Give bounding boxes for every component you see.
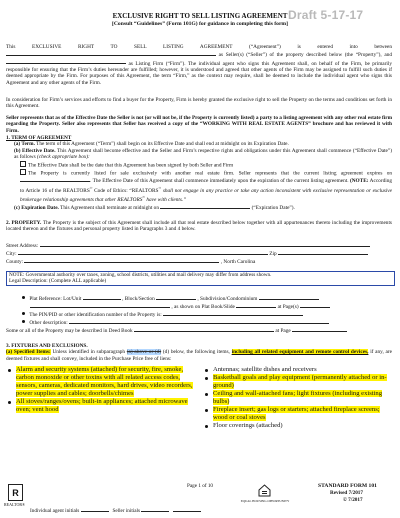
- other-description-line: [22, 318, 392, 326]
- plat-book-field[interactable]: [236, 302, 276, 308]
- legal-description-label: Legal Description: (Complete ALL applicable): [9, 278, 107, 285]
- pin-field[interactable]: [163, 310, 303, 316]
- agent-initials-field[interactable]: [81, 506, 109, 512]
- effective-date-expiration-checkbox[interactable]: [20, 169, 26, 175]
- fixtures-list-right: [205, 366, 393, 430]
- term-b-text: This Agreement shall become effective and the Seller and Firm’s respective rights and obligations under this Agreement shall commence (“Effective Date”) as follows: [14, 147, 392, 161]
- plat-book-label: , as shown on Plat Book/Slide: [171, 303, 235, 310]
- plat-pages-label: at Page(s): [277, 303, 299, 310]
- term-option-1: The Effective Date shall be the date that this Agreement has been signed by both Seller and Firm: [28, 162, 234, 169]
- term-section: 1. TERM OF AGREEMENT (a) Term. The term of this Agreement (“Term”) shall begin on its Effective Date and shall end at midnight on its Expiration Date. (b) Effective Date. This Agreement shall become effective and the Seller and Firm’s respective rights and obligations under this Agreement shall commence (“Effective Date”) as follows (check appropriate box): The Effective Date shall be the date that this Agreement has been signed by both Seller and Firm The Property is currently listed for sale exclusively with another real estate firm. Seller represents that the current listing agreement expires on . The Effective Date of this Agreement shall commence immediately upon the expiration of the current listing agreement. (NOTE: According to Article 16 of the REALTORS® Code of Ethics: “REALTORS® shall not engage in any practice or take any action inconsistent with exclusive representation or exclusive brokerage relationship agreements that other REALTORS® have with clients.” (c) Expiration Date. This Agreement shall terminate at midnight on (“Expiration Date”).: [6, 135, 392, 211]
- property-title: 2. PROPERTY.: [6, 220, 42, 226]
- fixture-item-stoves: All stoves/ranges/ovens; built-in appliances; attached microwave oven; vent hood: [8, 398, 193, 414]
- bullet-icon: [22, 312, 25, 315]
- bullet-icon: [22, 296, 25, 299]
- bullet-icon: [205, 377, 208, 380]
- term-a-text: The term of this Agreement (“Term”) shall begin on its Effective Date and shall end at midnight on its Expiration Date.: [36, 141, 289, 148]
- term-option-2f: have with clients.”: [146, 196, 187, 203]
- pin-line: [22, 310, 392, 318]
- current-listing-expiration-blank[interactable]: [20, 176, 90, 182]
- seller-name-blank[interactable]: [6, 50, 216, 56]
- standard-form-label: STANDARD FORM 101: [318, 483, 377, 489]
- consideration-paragraph: In consideration for Firm’s services and efforts to find a buyer for the Property, Firm is hereby granted the exclusive right to sell the Property on the terms and conditions set forth in this Agreement.: [6, 97, 392, 110]
- page-number: Page 1 of 10: [186, 483, 214, 489]
- city-label: City:: [6, 250, 17, 257]
- street-address-label: Street Address:: [6, 242, 39, 249]
- street-address-field[interactable]: [40, 241, 370, 247]
- draft-watermark: Draft 5-17-17: [288, 8, 364, 22]
- county-line: [6, 257, 392, 265]
- term-option-2e: shall not engage in any practice or take any action inconsistent with exclusive representation or exclusive brokerage relationship agreements that other REALTORS: [20, 187, 392, 203]
- intro-line-2: “Property”), and: [355, 52, 393, 59]
- city-field[interactable]: [18, 249, 268, 255]
- lot-field[interactable]: [83, 294, 121, 300]
- county-label: County:: [6, 258, 24, 265]
- consult-guidelines: [Consult “Guidelines” (Form 101G) for guidance in completing this form]: [112, 21, 288, 27]
- fixture-item-fireplace: Fireplace insert; gas logs or starters; attached fireplace screens; wood or coal stoves: [205, 406, 393, 422]
- governmental-note-box: [6, 271, 395, 286]
- term-c-end: (“Expiration Date”).: [251, 204, 295, 211]
- deed-book-field[interactable]: [134, 326, 274, 332]
- intro-line-1b: as Seller(s) (“Seller”) of the property described below (the: [218, 52, 354, 59]
- term-c-label: (c) Expiration Date.: [14, 204, 59, 211]
- pin-label: The PIN/PID or other identification number of the Property is:: [29, 311, 162, 318]
- intro-line-2b: as Listing Firm (“Firm”). The individual agent who signs: [128, 60, 260, 67]
- highlighted-equipment-text: including all related equipment and remote control devices,: [231, 349, 369, 356]
- bullet-icon: [8, 369, 11, 372]
- specified-items-text-1: Unless identified in subparagraph: [52, 349, 126, 356]
- zip-field[interactable]: [278, 249, 368, 255]
- block-field[interactable]: [156, 294, 196, 300]
- deed-book-label: Some or all of the Property may be described in Deed Book: [6, 327, 133, 334]
- bullet-icon: [205, 409, 208, 412]
- deed-page-label: at Page: [275, 327, 291, 334]
- initials-line: [30, 506, 201, 514]
- term-title: 1. TERM OF AGREEMENT: [6, 135, 72, 141]
- term-option-2c: According to Article 16 of the REALTORS: [20, 178, 392, 194]
- property-text: The Property is the subject of this Agreement shall include all that real estate described below together with all appurtenances thereto including the improvements located thereon and the fixtures and personal property listed in Paragraphs 3 and 4 below.: [6, 220, 392, 233]
- other-description-field[interactable]: [69, 318, 329, 324]
- note-label: (NOTE:: [349, 178, 369, 185]
- term-option-2: The Property is currently listed for sale exclusively with another real estate firm. Seller represents that the current listing agreement expires on: [28, 170, 392, 177]
- deed-page-field[interactable]: [292, 326, 347, 332]
- block-label: , Block/Section: [122, 295, 155, 302]
- plat-reference-line: [22, 294, 392, 302]
- term-option-2b: . The Effective Date of this Agreement shall commence immediately upon the expiration of the current listing agreement.: [90, 178, 349, 185]
- bullet-icon: [22, 320, 25, 323]
- bullet-icon: [205, 393, 208, 396]
- deed-book-line: [6, 326, 392, 334]
- plat-pages-field[interactable]: [300, 302, 330, 308]
- bullet-icon: [205, 425, 208, 428]
- fixtures-list-left: [8, 366, 193, 414]
- firm-name-blank[interactable]: [6, 59, 126, 65]
- subdivision-label: , Subdivision/Condominium: [197, 295, 258, 302]
- fixture-item-alarm: Alarm and security systems (attached) for security, fire, smoke, carbon monoxide or other toxins with all related access codes, sensors, cameras, dedicated monitors, hard drives, video recorders, power supplies and cables; doorbells/chimes: [8, 366, 193, 398]
- intro-line-3: this Agreement shall, on behalf of the Firm, be primarily responsible for ensuring that the Firm’s duties hereunder are fulfilled; however, it is understood and agreed that other agents of the Firm may be assigned to fulfill such duties if deemed appropriate by the Firm. For purposes of this Agreement, the term “Firm,” as the context may require, shall be deemed to include the individual agent who signs this Agreement and any other agents of the Firm.: [6, 60, 393, 86]
- intro-paragraph: [6, 44, 392, 86]
- equal-housing-icon: [258, 484, 271, 497]
- fixtures-section: [6, 343, 392, 362]
- governmental-note: NOTE: Governmental authority over taxes, zoning, school districts, utilities and mail delivery may differ from address shown.: [9, 272, 272, 278]
- effective-date-signed-checkbox[interactable]: [20, 161, 26, 167]
- term-a-label: (a) Term.: [14, 141, 35, 148]
- city-line: [6, 249, 392, 257]
- seller-initials-field-1[interactable]: [141, 506, 169, 512]
- fixtures-title: 3. FIXTURES AND EXCLUSIONS.: [6, 343, 88, 349]
- struck-text: (a) above or (d): [126, 349, 162, 356]
- fixture-item-basketball: Basketball goals and play equipment (permanently attached or in-ground): [205, 374, 393, 390]
- term-option-2d: Code of Ethics: “REALTORS: [94, 187, 159, 194]
- street-address-line: [6, 241, 392, 249]
- fixture-item-antennas: Antennas; satellite dishes and receivers: [205, 366, 393, 374]
- zip-label: Zip: [269, 250, 277, 257]
- realtor-logo-icon: R: [8, 484, 23, 501]
- specified-items-label: (a) Specified Items:: [6, 349, 51, 356]
- subdivision-field[interactable]: [259, 294, 319, 300]
- property-section: [6, 220, 392, 233]
- specified-items-text-2: (d) below, the following items,: [162, 349, 230, 356]
- bullet-icon: [205, 369, 208, 372]
- expiration-date-blank[interactable]: [160, 203, 250, 209]
- agent-initials-label: Individual agent initials: [30, 507, 80, 514]
- term-b-check: (check appropriate box):: [36, 154, 90, 161]
- specified-items-text-3: if any, are deemed fixtures and shall convey, included in the Purchase Price free of liens:: [6, 349, 393, 362]
- realtor-label: REALTOR®: [4, 502, 26, 507]
- bullet-icon: [8, 401, 11, 404]
- other-description-label: Other description:: [29, 319, 68, 326]
- intro-line-1: This EXCLUSIVE RIGHT TO SELL LISTING AGREEMENT (“Agreement”) is entered into between: [6, 44, 392, 50]
- plat-lot-label: Plat Reference: Lot/Unit: [29, 295, 82, 302]
- term-c-text: This Agreement shall terminate at midnight on: [60, 204, 159, 211]
- fixture-item-fans: Ceiling and wall-attached fans; light fixtures (including existing bulbs): [205, 390, 393, 406]
- county-field[interactable]: [24, 257, 219, 263]
- document-title: EXCLUSIVE RIGHT TO SELL LISTING AGREEMENT: [112, 12, 288, 20]
- seller-initials-label: Seller initials: [112, 507, 140, 514]
- seller-initials-field-2[interactable]: [173, 506, 201, 512]
- copyright-label: © 7/2017: [343, 497, 363, 503]
- fixture-item-floor: Floor coverings (attached): [205, 422, 393, 430]
- plat-book-line: [30, 302, 392, 310]
- seller-representation: Seller represents that as of the Effective Date the Seller is not (or will not be, if the Property is currently listed) a party to a listing agreement with any other real estate firm regarding the Property. Seller also represents that Seller has received a copy of the “WORKING WITH REAL ESTATE AGENTS” brochure and has reviewed it with Firm.: [6, 115, 392, 134]
- term-b-label: (b) Effective Date.: [14, 147, 56, 154]
- plat-continued-field[interactable]: [30, 302, 170, 308]
- state-label: , North Carolina: [220, 258, 256, 265]
- revised-label: Revised 7/2017: [330, 490, 363, 496]
- equal-housing-label: EQUAL HOUSING OPPORTUNITY: [240, 499, 290, 503]
